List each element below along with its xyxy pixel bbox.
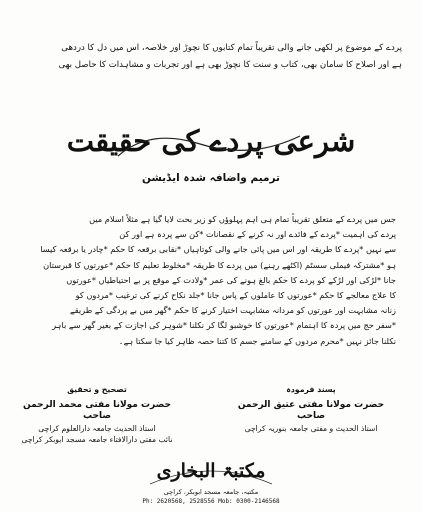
body-line: *سفر حج میں پردہ کا اہتمام *عورتوں کا خوشبو لگا کر نکلنا *شوہر کی اجازت کے بغیر گھر سے باہر: [52, 320, 396, 331]
calligraphy-flourish-icon: [0, 118, 422, 164]
signature-name: حضرت مولانا مفتی عتیق الرحمن صاحب: [237, 399, 385, 421]
body-line: سے نہیں *پردے کا طریقہ اور اس میں پائی جانے والی کوتاہیاں *نقابی برقعہ کا حکم *چادر یا برقعہ کیسا: [40, 244, 396, 255]
body-line: زنانہ مشابہت اور عورتوں کو مردانہ مشابہت اختیار کرنے کا حکم *گھر میں بے پردگی کے طریقے: [69, 305, 396, 316]
body-line: نکلنا جائز نہیں *محرم مردوں کے سامنے جسم کا کتنا حصہ ظاہر کیا جا سکتا ہے۔: [118, 335, 396, 346]
signature-detail: استاذ الحدیث و مفتی جامعہ بنوریہ کراچی: [244, 423, 378, 433]
body-line: پردے کی اہمیت *پردے کے فائدے اور نہ کرنے کے نقصانات *کن سے پردہ ہے اور کن: [119, 229, 396, 240]
signature-right: [226, 384, 396, 434]
body-line: ہو *مشترکہ فیملی سسٹم (اکٹھے رہنے) میں پردے کا طریقہ *مخلوط تعلیم کا حکم *عورتوں کا قبرستان: [43, 259, 396, 270]
signature-detail: نائب مفتی دارالافتاء جامعہ مسجد ابوبکر کراچی: [21, 435, 173, 444]
signature-heading: پسند فرمودہ: [286, 385, 336, 394]
signature-name: حضرت مولانا مفتی محمد الرحمن صاحب: [22, 399, 171, 421]
intro-line: پردے کے موضوع پر لکھی جانے والی تقریباً تمام کتابوں کا نچوڑ اور خلاصہ، اس میں دل کا دردھی: [61, 43, 402, 53]
body-line: جانا *لڑکی اور لڑکے کو پردے کا حکم بالغ ہونے کی عمر *ولادت کے موقع پر بے احتیاطیاں *عورتوں: [66, 274, 396, 285]
book-title: شرعی پردے کی حقیقت: [66, 124, 356, 158]
intro-paragraph: [18, 40, 402, 74]
publisher-phone: Ph: 2620568, 2528556 Mob: 0300-2146568: [142, 498, 280, 505]
title-block: [0, 124, 422, 158]
publisher-logo: مکتبۃ البخاری: [156, 460, 266, 482]
publisher-address: مکتبہ، جامعہ مسجد ابوبکر، کراچی: [163, 488, 259, 496]
signature-heading: تصحیح و تحقیق: [67, 385, 127, 394]
publisher-footer: [0, 456, 422, 512]
body-line: جس میں پردے کے متعلق تقریباً تمام ہی اہم پہلوؤں کو زیر بحث لایا گیا ہے مثلاً اسلام میں: [89, 214, 396, 224]
signature-left: [12, 384, 182, 446]
description-body: [28, 212, 396, 349]
signature-detail: استاذ الحدیث جامعہ دارالعلوم کراچی: [38, 423, 156, 433]
intro-line: ہے اور اصلاح کا سامان بھی، کتاب و سنت کا نچوڑ بھی ہے اور تجربات و مشاہدات کا حاصل بھی: [58, 60, 402, 70]
body-line: کا علاج معالجے کا حکم *عورتوں کا عاملوں کے پاس جانا *جلد نکاح کرنے کی ترغیب *مردوں کو: [75, 290, 396, 301]
book-subtitle: ترمیم واضافہ شدہ ایڈیشن: [142, 172, 280, 184]
